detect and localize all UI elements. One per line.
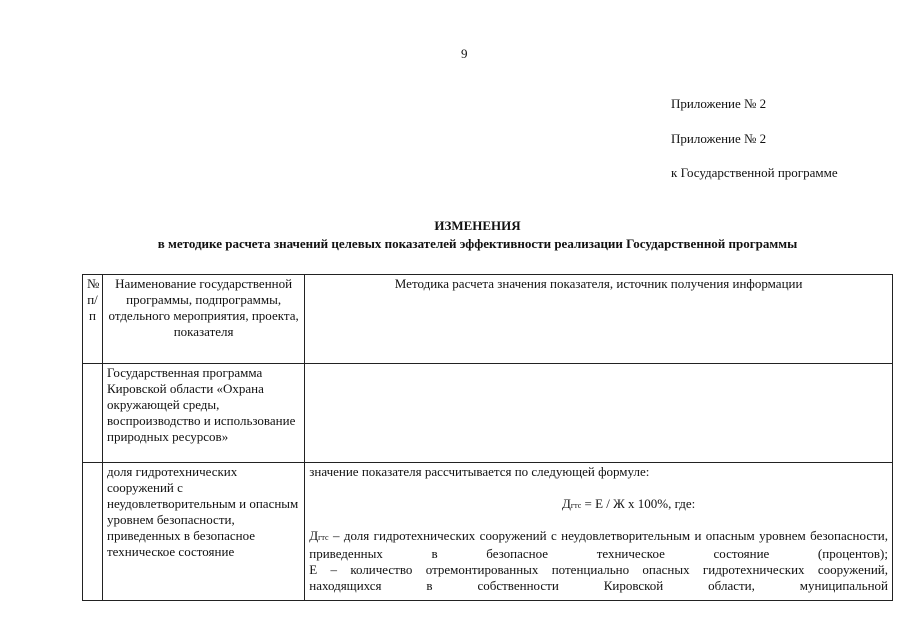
formula — [309, 496, 888, 514]
header-number-line2: п/п — [87, 292, 98, 323]
header-name: Наименование государственной программы, подпрограммы, отдельного мероприятия, проекта, показателя — [103, 275, 305, 364]
indicator-method-cell — [305, 463, 893, 601]
program-method-cell — [305, 364, 893, 463]
table-header-row — [83, 275, 893, 364]
appendix-reference: к Государственной программе — [671, 165, 838, 180]
row-number-cell — [83, 463, 103, 601]
methods-table — [82, 274, 893, 601]
document-title: ИЗМЕНЕНИЯ — [434, 218, 521, 233]
definition-text: – доля гидротехнических сооружений с неудовлетворительным и опасным уровнем безопасности, приведенных в безопасное техническое состояние (процентов); — [309, 528, 888, 561]
header-number — [83, 275, 103, 364]
formula-symbol: Д — [561, 496, 571, 511]
program-name-cell: Государственная программа Кировской области «Охрана окружающей среды, воспроизводство и использование природных ресурсов» — [103, 364, 305, 463]
page-number: 9 — [461, 46, 468, 61]
row-number-cell — [83, 364, 103, 463]
indicator-name-cell: доля гидротехнических сооружений с неудовлетворительным и опасным уровнем безопасности, приведенных в безопасное техническое состояние — [103, 463, 305, 601]
appendix-label-repeat: Приложение № 2 — [671, 131, 767, 146]
definition-d — [309, 528, 888, 562]
definition-symbol: Д — [309, 528, 319, 543]
document-subtitle: в методике расчета значений целевых показателей эффективности реализации Государственной программы — [157, 236, 798, 251]
formula-body: = Е / Ж х 100%, где: — [581, 496, 696, 511]
appendix-label: Приложение № 2 — [671, 96, 767, 111]
table-row — [83, 463, 893, 601]
definition-e: Е – количество отремонтированных потенциально опасных гидротехнических сооружений, находящихся в собственности Кировской области, муниципальной — [309, 562, 888, 593]
method-intro: значение показателя рассчитывается по следующей формуле: — [309, 464, 650, 479]
formula-subscript: гтс — [570, 501, 582, 510]
header-method: Методика расчета значения показателя, источник получения информации — [305, 275, 893, 364]
definition-subscript: гтс — [318, 533, 329, 542]
table-row — [83, 364, 893, 463]
header-number-line1: № — [87, 276, 100, 291]
